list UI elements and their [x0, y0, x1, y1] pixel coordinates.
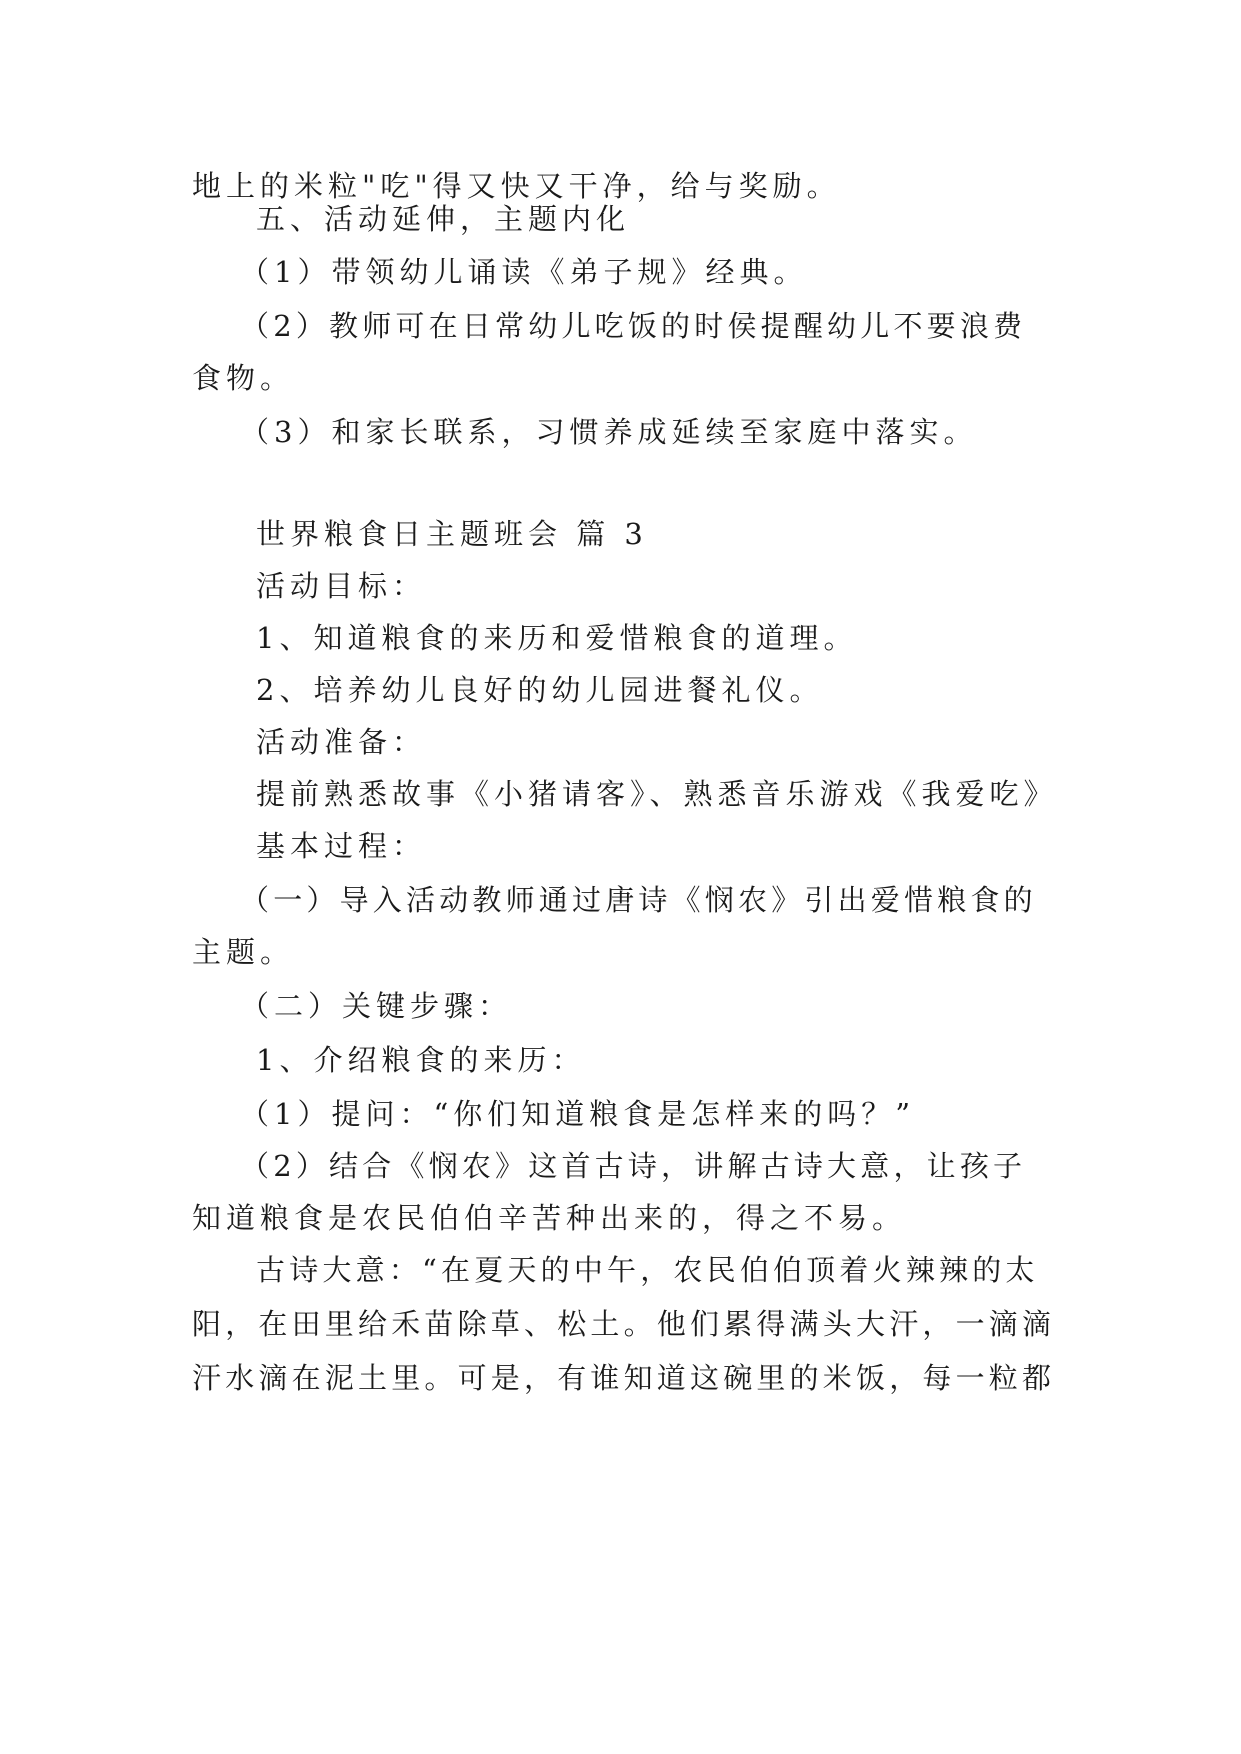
paragraph-line: 阳，在田里给禾苗除草、松土。他们累得满头大汗，一滴滴	[192, 1307, 1056, 1341]
list-item: 2、培养幼儿良好的幼儿园进餐礼仪。	[256, 673, 824, 707]
paragraph-line: 提前熟悉故事《小猪请客》、熟悉音乐游戏《我爱吃》	[256, 777, 1058, 811]
paragraph-line: 知道粮食是农民伯伯辛苦种出来的，得之不易。	[192, 1201, 907, 1235]
paragraph-line: 古诗大意：“在夏天的中午，农民伯伯顶着火辣辣的太	[256, 1253, 1039, 1287]
list-item: （1）提问：“你们知道粮食是怎样来的吗？”	[240, 1097, 916, 1131]
paragraph-line: 汗水滴在泥土里。可是，有谁知道这碗里的米饭，每一粒都	[192, 1361, 1056, 1395]
paragraph-line: （一）导入活动教师通过唐诗《悯农》引出爱惜粮食的	[240, 883, 1037, 917]
article-title: 世界粮食日主题班会 篇 3	[256, 517, 648, 551]
list-item: （2）结合《悯农》这首古诗，讲解古诗大意，让孩子	[240, 1149, 1027, 1183]
section-heading: 五、活动延伸，主题内化	[256, 202, 631, 236]
subheading: 活动准备：	[256, 725, 427, 759]
list-item: （3）和家长联系，习惯养成延续至家庭中落实。	[240, 415, 978, 449]
list-item: 1、知道粮食的来历和爱惜粮食的道理。	[256, 621, 858, 655]
paragraph-line: 地上的米粒"吃"得又快又干净，给与奖励。	[192, 169, 841, 203]
subheading: 基本过程：	[256, 829, 427, 863]
subheading: （二）关键步骤：	[240, 989, 513, 1023]
paragraph-line: 主题。	[192, 935, 295, 969]
list-item: （1）带领幼儿诵读《弟子规》经典。	[240, 255, 808, 289]
list-item: （2）教师可在日常幼儿吃饭的时侯提醒幼儿不要浪费	[240, 309, 1027, 343]
list-item: 1、介绍粮食的来历：	[256, 1043, 586, 1077]
paragraph-line: 食物。	[192, 361, 295, 395]
subheading: 活动目标：	[256, 569, 427, 603]
